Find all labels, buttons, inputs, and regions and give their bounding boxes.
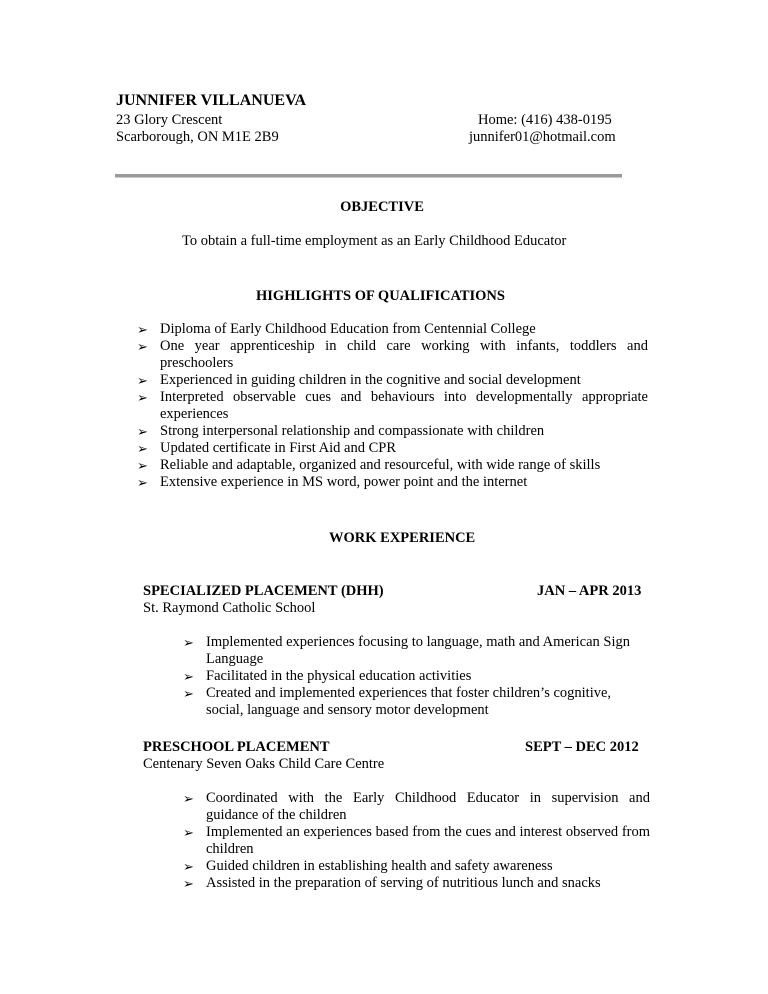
job-dates: SEPT – DEC 2012 (525, 739, 639, 755)
job-duties-list (183, 790, 650, 892)
work-experience-heading: WORK EXPERIENCE (329, 530, 476, 546)
applicant-name: JUNNIFER VILLANUEVA (116, 92, 307, 109)
arrow-bullet-icon: ➢ (183, 859, 194, 874)
objective-text: To obtain a full-time employment as an Early Childhood Educator (182, 233, 567, 249)
arrow-bullet-icon: ➢ (183, 686, 194, 701)
list-item: ➢ Strong interpersonal relationship and compassionate with children (137, 423, 545, 439)
list-item: ➢ Reliable and adaptable, organized and resourceful, with wide range of skills (137, 457, 601, 473)
list-item: ➢ Facilitated in the physical education activities (183, 668, 472, 684)
arrow-bullet-icon: ➢ (183, 825, 194, 840)
arrow-bullet-icon: ➢ (183, 669, 194, 684)
job-employer: St. Raymond Catholic School (143, 600, 316, 616)
arrow-bullet-icon: ➢ (137, 424, 148, 439)
list-item: ➢ Guided children in establishing health and safety awareness (183, 858, 553, 874)
list-item: ➢ Experienced in guiding children in the cognitive and social development (137, 372, 581, 388)
list-item: ➢ Assisted in the preparation of serving of nutritious lunch and snacks (183, 875, 601, 891)
job-employer: Centenary Seven Oaks Child Care Centre (143, 756, 385, 772)
job-title: PRESCHOOL PLACEMENT (143, 739, 330, 755)
address-line-2: Scarborough, ON M1E 2B9 (116, 129, 279, 145)
job-title: SPECIALIZED PLACEMENT (DHH) (143, 583, 384, 599)
objective-heading: OBJECTIVE (340, 199, 424, 215)
arrow-bullet-icon: ➢ (137, 322, 148, 337)
list-item: ➢ Extensive experience in MS word, power point and the internet (137, 474, 528, 490)
list-item: ➢ Interpreted observable cues and behaviours into developmentally appropriate experiences (137, 389, 648, 422)
address-line-1: 23 Glory Crescent (116, 112, 223, 128)
arrow-bullet-icon: ➢ (137, 441, 148, 456)
arrow-bullet-icon: ➢ (183, 876, 194, 891)
list-item: ➢ Created and implemented experiences that foster children’s cognitive, social, language and sensory motor development (183, 685, 612, 718)
arrow-bullet-icon: ➢ (183, 791, 194, 806)
arrow-bullet-icon: ➢ (137, 475, 148, 490)
list-item: ➢ Implemented experiences focusing to language, math and American Sign Language (183, 634, 630, 667)
job-dates: JAN – APR 2013 (537, 583, 642, 599)
highlights-list (137, 321, 648, 491)
list-item: ➢ Implemented an experiences based from the cues and interest observed from children (183, 824, 650, 857)
arrow-bullet-icon: ➢ (137, 339, 148, 354)
job-duties-list (183, 634, 650, 719)
list-item: ➢ One year apprenticeship in child care working with infants, toddlers and preschoolers (137, 338, 648, 371)
highlights-heading: HIGHLIGHTS OF QUALIFICATIONS (256, 288, 505, 304)
arrow-bullet-icon: ➢ (137, 458, 148, 473)
arrow-bullet-icon: ➢ (137, 390, 148, 405)
email-address[interactable]: junnifer01@hotmail.com (469, 129, 616, 145)
header-divider (115, 174, 622, 178)
list-item: ➢ Coordinated with the Early Childhood Educator in supervision and guidance of the children (183, 790, 650, 823)
list-item: ➢ Diploma of Early Childhood Education from Centennial College (137, 321, 536, 337)
arrow-bullet-icon: ➢ (183, 635, 194, 650)
home-phone: Home: (416) 438-0195 (478, 112, 612, 128)
list-item: ➢ Updated certificate in First Aid and CPR (137, 440, 396, 456)
arrow-bullet-icon: ➢ (137, 373, 148, 388)
